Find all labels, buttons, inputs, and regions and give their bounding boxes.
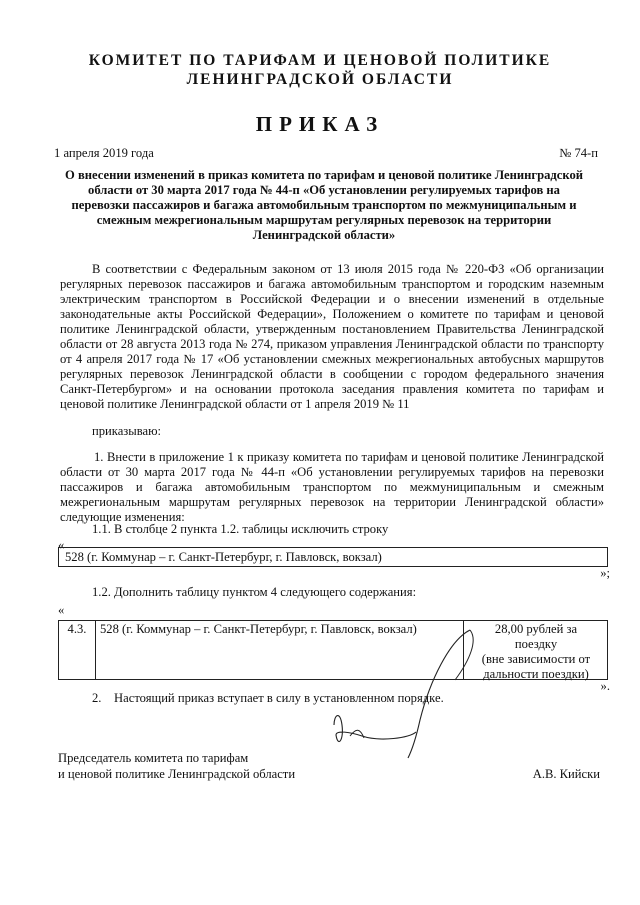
signatory-position-line2: и ценовой политике Ленинградской области	[58, 767, 296, 781]
order-number: № 74-п	[559, 146, 598, 160]
excluded-row-cell: 528 (г. Коммунар – г. Санкт-Петербург, г. Павловск, вокзал)	[65, 550, 382, 564]
item-2-paragraph: 2. Настоящий приказ вступает в силу в установленном порядке.	[92, 691, 444, 705]
fare-line: дальности поездки)	[483, 667, 589, 681]
fare-line: поездку	[514, 637, 558, 651]
table1-quote-close: »;	[600, 566, 610, 580]
fare-line: 28,00 рублей за	[494, 622, 578, 636]
committee-name-line2: ЛЕНИНГРАДСКОЙ ОБЛАСТИ	[186, 71, 454, 88]
item-1-1-paragraph: 1.1. В столбце 2 пункта 1.2. таблицы исключить строку	[92, 522, 389, 536]
fare-line: (вне зависимости от	[481, 652, 591, 666]
table1-quote-open: «	[58, 538, 65, 552]
item-1-2-paragraph: 1.2. Дополнить таблицу пунктом 4 следующего содержания:	[92, 585, 417, 599]
item-1-paragraph: 1. Внести в приложение 1 к приказу комитета по тарифам и ценовой политике Ленинградской области от 30 марта 2017 года № 44-п «Об установлении регулируемых тарифов на перевозки пассажиров и багажа автомобильным транспортом по межмуниципальным и смежным межрегиональным маршрутам регулярных перевозок на территории Ленинградской области» следующие изменения:	[60, 450, 604, 524]
signatory-position-line1: Председатель комитета по тарифам	[58, 751, 249, 765]
order-word: приказываю:	[92, 424, 162, 438]
table2-quote-open: «	[58, 603, 65, 617]
added-row-fare	[465, 621, 607, 680]
table2-quote-close: ».	[600, 679, 610, 693]
preamble-paragraph: В соответствии с Федеральным законом от 13 июля 2015 года № 220-ФЗ «Об организации регулярных перевозок пассажиров и багажа автомобильным транспортом и городским наземным электрическим транспортом в Российской Федерации и о внесении изменений в отдельные законодательные акты Российской Федерации», Положением о комитете по тарифам и ценовой политике Ленинградской области, утвержденным постановлением Правительства Ленинградской области от 28 августа 2013 года № 274, приказом управления Ленинградской области по транспорту от 4 апреля 2017 года № 17 «Об установлении смежных межрегиональных автобусных маршрутов регулярных перевозок Ленинградской области в сообщении с городом федерального значения Санкт-Петербургом» и на основании протокола заседания правления комитета по тарифам и ценовой политике Ленинградской области от 1 апреля 2019 № 11	[60, 262, 604, 411]
order-date: 1 апреля 2019 года	[54, 146, 154, 160]
signatory-name: А.В. Кийски	[532, 767, 600, 781]
handwritten-signature	[320, 620, 480, 760]
committee-name-line1: КОМИТЕТ ПО ТАРИФАМ И ЦЕНОВОЙ ПОЛИТИКЕ	[88, 52, 552, 69]
added-row-number: 4.3.	[59, 621, 96, 680]
order-subject: О внесении изменений в приказ комитета по тарифам и ценовой политике Ленинградской области от 30 марта 2017 года № 44-п «Об установлении регулируемых тарифов на перевозки пассажиров и багажа автомобильным транспортом по межмуниципальным и смежным межрегиональным маршрутам регулярных перевозок на территории Ленинградской области»	[65, 168, 583, 242]
added-row-route: 528 (г. Коммунар – г. Санкт-Петербург, г. Павловск, вокзал)	[96, 621, 464, 679]
document-type-title: ПРИКАЗ	[255, 112, 385, 136]
excluded-row-table	[58, 547, 608, 567]
